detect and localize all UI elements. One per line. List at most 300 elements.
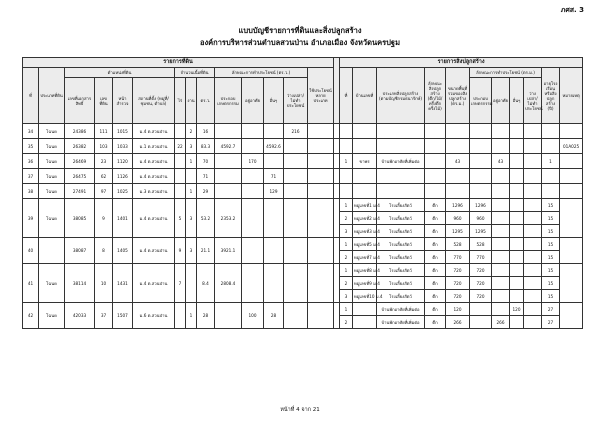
b-vacant-cell	[524, 199, 542, 212]
doc-type-cell: โฉนด	[39, 264, 65, 303]
b-other-cell	[510, 139, 524, 154]
agriculture-cell: 3921.1	[215, 238, 242, 264]
b-residential-cell: 266	[492, 316, 510, 329]
b-type-cell: บ้านพักอาศัยที่เพิ่มต่อ	[377, 303, 425, 316]
b-vacant-cell	[524, 303, 542, 316]
b-other-cell	[510, 184, 524, 199]
structure-cell: ตึก	[425, 199, 446, 212]
b-no-cell: 3	[340, 290, 353, 303]
b-vacant-cell	[524, 238, 542, 251]
b-agriculture-cell: 1295	[470, 225, 492, 238]
b-residential-cell	[492, 225, 510, 238]
ngan-cell: 1	[186, 303, 197, 329]
b-agriculture-cell: 960	[470, 212, 492, 225]
b-agriculture-cell	[470, 316, 492, 329]
b-other-cell	[510, 264, 524, 277]
col-b-agriculture: ประกอบเกษตรกรรม	[470, 78, 492, 124]
doc-number-cell: 38085	[65, 199, 95, 238]
vacant-cell: 216	[284, 124, 308, 139]
b-residential-cell	[492, 184, 510, 199]
b-vacant-cell	[524, 264, 542, 277]
register-body	[23, 124, 583, 329]
vacant-cell	[284, 154, 308, 169]
house-no-cell	[353, 316, 377, 329]
doc-type-cell: โฉนด	[39, 199, 65, 238]
mixed-use-cell	[308, 169, 334, 184]
b-size-cell: 1295	[446, 225, 470, 238]
agriculture-cell: 4592.7	[215, 139, 242, 154]
structure-cell	[425, 184, 446, 199]
vacant-cell	[284, 184, 308, 199]
b-other-cell	[510, 225, 524, 238]
other-cell	[264, 124, 284, 139]
sq-wa-cell: 21.1	[197, 238, 215, 264]
house-no-cell: หมู่เลขที่7 ม.4	[353, 251, 377, 264]
b-type-cell: บ้านพักอาศัยที่เพิ่มต่อ	[377, 316, 425, 329]
b-agriculture-cell	[470, 184, 492, 199]
house-no-cell: หมู่เลขที่5 ม.4	[353, 238, 377, 251]
vacant-cell	[284, 264, 308, 303]
ngan-cell	[186, 264, 197, 303]
b-size-cell	[446, 124, 470, 139]
col-mixed-use: ใช้ประโยชน์หลายประเภท	[308, 68, 334, 124]
other-cell: 28	[264, 303, 284, 329]
b-no-cell: 2	[340, 316, 353, 329]
b-no-cell	[340, 124, 353, 139]
col-remark: หมายเหตุ	[560, 68, 583, 124]
b-no-cell: 3	[340, 225, 353, 238]
house-no-cell: ขาพร	[353, 154, 377, 169]
doc-number-cell: 27491	[65, 184, 95, 199]
structure-cell: ตึก	[425, 316, 446, 329]
remark-cell	[560, 199, 583, 238]
b-type-cell: โรงเลี้ยงสัตว์	[377, 277, 425, 290]
agriculture-cell	[215, 169, 242, 184]
col-parcel-no: เลขที่ดิน	[95, 78, 113, 124]
rai-cell	[175, 303, 186, 329]
structure-cell: ตึก	[425, 277, 446, 290]
age-cell: 27	[542, 303, 560, 316]
b-no-cell: 1	[340, 199, 353, 212]
doc-type-cell: โฉนด	[39, 124, 65, 139]
col-doc-number: เลขที่เอกสารสิทธิ์	[65, 78, 95, 124]
b-type-cell: โรงเลี้ยงสัตว์	[377, 238, 425, 251]
parcel-no-cell: 103	[95, 139, 113, 154]
col-b-other: อื่นๆ	[510, 78, 524, 124]
structure-cell: ตึก	[425, 212, 446, 225]
survey-page-cell: 1507	[113, 303, 133, 329]
document-title	[0, 25, 600, 49]
b-residential-cell	[492, 139, 510, 154]
doc-number-cell: 24386	[65, 124, 95, 139]
title-line-1: แบบบัญชีรายการที่ดินและสิ่งปลูกสร้าง	[238, 26, 362, 35]
remark-cell: 01A025	[560, 139, 583, 154]
col-survey-page: หน้าสำรวจ	[113, 78, 133, 124]
parcel-no-cell: 9	[95, 199, 113, 238]
structure-cell: ตึก	[425, 238, 446, 251]
ngan-cell: 1	[186, 184, 197, 199]
b-size-cell: 120	[446, 303, 470, 316]
parcel-no-cell: 111	[95, 124, 113, 139]
b-size-cell: 720	[446, 264, 470, 277]
b-size-cell: 720	[446, 277, 470, 290]
sq-wa-cell: 83.3	[197, 139, 215, 154]
vacant-cell	[284, 238, 308, 264]
mixed-use-cell	[308, 184, 334, 199]
survey-page-cell: 1405	[113, 238, 133, 264]
mixed-use-cell	[308, 199, 334, 238]
b-other-cell	[510, 290, 524, 303]
land-no-cell: 40	[23, 238, 39, 264]
b-vacant-cell	[524, 225, 542, 238]
b-no-cell	[340, 184, 353, 199]
age-cell: 1	[542, 154, 560, 169]
house-no-cell	[353, 139, 377, 154]
sq-wa-cell: 8.4	[197, 264, 215, 303]
agriculture-cell	[215, 124, 242, 139]
col-structure: ลักษณะสิ่งปลูกสร้าง (ตึก/ไม้/ครึ่งตึกครึ่งไม้)	[425, 68, 446, 124]
parcel-no-cell: 23	[95, 154, 113, 169]
b-other-cell	[510, 124, 524, 139]
residential-cell	[242, 169, 264, 184]
col-b-no: ที่	[340, 68, 353, 124]
b-other-cell	[510, 199, 524, 212]
b-type-cell: โรงเลี้ยงสัตว์	[377, 225, 425, 238]
age-cell: 15	[542, 290, 560, 303]
agriculture-cell: 2808.4	[215, 264, 242, 303]
b-agriculture-cell: 528	[470, 238, 492, 251]
residential-cell	[242, 139, 264, 154]
land-no-cell: 41	[23, 264, 39, 303]
b-size-cell: 770	[446, 251, 470, 264]
parcel-no-cell: 62	[95, 169, 113, 184]
agriculture-cell	[215, 184, 242, 199]
remark-cell	[560, 169, 583, 184]
b-type-cell: โรงเลี้ยงสัตว์	[377, 199, 425, 212]
b-no-cell: 1	[340, 303, 353, 316]
col-b-type: ประเภทสิ่งปลูกสร้าง (ตามบัญชีกรมธนารักษ์)	[377, 68, 425, 124]
table-row	[23, 238, 583, 251]
age-cell	[542, 169, 560, 184]
b-residential-cell	[492, 199, 510, 212]
house-no-cell: หมู่เลขที่8 ม.4	[353, 264, 377, 277]
col-other: อื่นๆ	[264, 78, 284, 124]
structure-cell: ตึก	[425, 303, 446, 316]
b-agriculture-cell: 720	[470, 290, 492, 303]
rai-cell: 22	[175, 139, 186, 154]
survey-page-cell: 1431	[113, 264, 133, 303]
b-type-cell	[377, 124, 425, 139]
age-cell: 15	[542, 238, 560, 251]
land-address-cell: ม.4 ต.สวนป่าน	[133, 264, 175, 303]
sq-wa-cell: 16	[197, 124, 215, 139]
land-address-cell: ม.4 ต.สวนป่าน	[133, 169, 175, 184]
col-doc-type: ประเภทที่ดิน	[39, 68, 65, 124]
b-vacant-cell	[524, 251, 542, 264]
residential-cell	[242, 238, 264, 264]
house-no-cell: หมู่เลขที่2 ม.4	[353, 212, 377, 225]
col-ngan: งาน	[186, 78, 197, 124]
doc-type-cell: โฉนด	[39, 154, 65, 169]
structure-cell: ตึก	[425, 264, 446, 277]
agriculture-cell	[215, 303, 242, 329]
remark-cell	[560, 124, 583, 139]
b-vacant-cell	[524, 277, 542, 290]
b-other-cell	[510, 316, 524, 329]
b-size-cell: 960	[446, 212, 470, 225]
doc-number-cell: 26475	[65, 169, 95, 184]
col-b-vacant: ว่างเปล่า/ไม่ทำประโยชน์	[524, 78, 542, 124]
b-no-cell: 1	[340, 238, 353, 251]
b-other-cell	[510, 277, 524, 290]
age-cell: 15	[542, 251, 560, 264]
b-vacant-cell	[524, 290, 542, 303]
sq-wa-cell: 29	[197, 184, 215, 199]
b-type-cell	[377, 169, 425, 184]
b-no-cell	[340, 139, 353, 154]
b-other-cell	[510, 169, 524, 184]
sq-wa-cell: 53.2	[197, 199, 215, 238]
b-residential-cell	[492, 290, 510, 303]
other-cell: 71	[264, 169, 284, 184]
col-sq-wa: ตร.ว.	[197, 78, 215, 124]
b-residential-cell	[492, 264, 510, 277]
sq-wa-cell: 71	[197, 169, 215, 184]
house-no-cell: หมู่เลขที่3 ม.4	[353, 225, 377, 238]
b-type-cell	[377, 139, 425, 154]
survey-page-cell: 1033	[113, 139, 133, 154]
b-size-cell: 720	[446, 290, 470, 303]
age-cell: 15	[542, 225, 560, 238]
structure-cell	[425, 169, 446, 184]
land-address-cell: ม.6 ต.สวนป่าน	[133, 303, 175, 329]
b-agriculture-cell	[470, 139, 492, 154]
age-cell	[542, 184, 560, 199]
b-no-cell: 2	[340, 212, 353, 225]
land-no-cell: 37	[23, 169, 39, 184]
mixed-use-cell	[308, 264, 334, 303]
b-agriculture-cell	[470, 169, 492, 184]
col-b-residential: อยู่อาศัย	[492, 78, 510, 124]
table-row	[23, 139, 583, 154]
house-no-cell: หมู่เลขที่9 ม.4	[353, 277, 377, 290]
b-type-cell: โรงเลี้ยงสัตว์	[377, 212, 425, 225]
b-no-cell: 2	[340, 251, 353, 264]
house-no-cell: หมู่เลขที่10 ม.4	[353, 290, 377, 303]
col-rai: ไร่	[175, 78, 186, 124]
age-cell: 15	[542, 199, 560, 212]
parcel-no-cell: 97	[95, 184, 113, 199]
residential-cell: 170	[242, 154, 264, 169]
mixed-use-cell	[308, 303, 334, 329]
col-age: อายุโรงเรือนหรือสิ่งปลูกสร้าง (ปี)	[542, 68, 560, 124]
residential-cell	[242, 124, 264, 139]
b-type-cell: โรงเลี้ยงสัตว์	[377, 264, 425, 277]
b-size-cell	[446, 139, 470, 154]
house-no-cell	[353, 124, 377, 139]
ngan-cell	[186, 169, 197, 184]
residential-cell	[242, 199, 264, 238]
b-agriculture-cell: 770	[470, 251, 492, 264]
other-cell	[264, 264, 284, 303]
vacant-cell	[284, 169, 308, 184]
land-no-cell: 35	[23, 139, 39, 154]
b-agriculture-cell	[470, 124, 492, 139]
house-no-cell	[353, 303, 377, 316]
remark-cell	[560, 184, 583, 199]
other-cell: 129	[264, 184, 284, 199]
b-vacant-cell	[524, 169, 542, 184]
land-no-cell: 42	[23, 303, 39, 329]
mixed-use-cell	[308, 139, 334, 154]
residential-cell: 100	[242, 303, 264, 329]
age-cell: 15	[542, 212, 560, 225]
land-no-cell: 39	[23, 199, 39, 238]
b-residential-cell	[492, 124, 510, 139]
land-address-cell: ม.4 ต.สวนป่าน	[133, 199, 175, 238]
col-land-address: สถานที่ตั้ง (หมู่ที่/ชุมชน, ตำบล)	[133, 78, 175, 124]
col-vacant: ว่างเปล่า/ไม่ทำประโยชน์	[284, 78, 308, 124]
table-row	[23, 199, 583, 212]
residential-cell	[242, 264, 264, 303]
b-other-cell	[510, 154, 524, 169]
property-register-table	[22, 57, 583, 329]
col-agriculture: ประกอบเกษตรกรรม	[215, 78, 242, 124]
sq-wa-cell: 28	[197, 303, 215, 329]
col-residential: อยู่อาศัย	[242, 78, 264, 124]
other-cell: 4592.6	[264, 139, 284, 154]
col-b-use: ลักษณะการทำประโยชน์ (ตร.ม.)	[470, 68, 542, 78]
b-size-cell: 1296	[446, 199, 470, 212]
house-no-cell	[353, 184, 377, 199]
doc-number-cell: 26469	[65, 154, 95, 169]
building-section-header: รายการสิ่งปลูกสร้าง	[340, 58, 583, 68]
structure-cell	[425, 154, 446, 169]
remark-cell	[560, 303, 583, 329]
ngan-cell: 3	[186, 139, 197, 154]
ngan-cell: 1	[186, 154, 197, 169]
survey-page-cell: 1126	[113, 169, 133, 184]
doc-type-cell: โฉนด	[39, 169, 65, 184]
age-cell: 15	[542, 264, 560, 277]
rai-cell: 9	[175, 238, 186, 264]
b-vacant-cell	[524, 139, 542, 154]
title-line-2: องค์การบริหารส่วนตำบลสวนป่าน อำเภอเมือง จังหวัดนครปฐม	[199, 38, 401, 47]
age-cell: 27	[542, 316, 560, 329]
table-row	[23, 303, 583, 316]
rai-cell	[175, 169, 186, 184]
col-b-size: ขนาดพื้นที่รวมของสิ่งปลูกสร้าง (ตร.ม.)	[446, 68, 470, 124]
parcel-no-cell: 37	[95, 303, 113, 329]
b-vacant-cell	[524, 154, 542, 169]
b-no-cell	[340, 169, 353, 184]
b-agriculture-cell: 720	[470, 277, 492, 290]
vacant-cell	[284, 303, 308, 329]
b-type-cell	[377, 184, 425, 199]
house-no-cell: หมู่เลขที่1 ม.4	[353, 199, 377, 212]
age-cell: 15	[542, 277, 560, 290]
table-row	[23, 184, 583, 199]
sq-wa-cell: 70	[197, 154, 215, 169]
mixed-use-cell	[308, 124, 334, 139]
b-size-cell	[446, 184, 470, 199]
b-residential-cell	[492, 251, 510, 264]
b-no-cell: 1	[340, 264, 353, 277]
doc-number-cell: 42033	[65, 303, 95, 329]
vacant-cell	[284, 139, 308, 154]
remark-cell	[560, 238, 583, 264]
vacant-cell	[284, 199, 308, 238]
col-land-area: จำนวนเนื้อที่ดิน	[175, 68, 215, 78]
rai-cell	[175, 154, 186, 169]
structure-cell: ตึก	[425, 290, 446, 303]
land-address-cell: ม.4 ต.สวนป่าน	[133, 154, 175, 169]
land-address-cell: ม.4 ต.สวนป่าน	[133, 238, 175, 264]
ngan-cell: 2	[186, 124, 197, 139]
mixed-use-cell	[308, 238, 334, 264]
table-row	[23, 124, 583, 139]
land-address-cell: ม.3 ต.สวนป่าน	[133, 184, 175, 199]
age-cell	[542, 124, 560, 139]
doc-number-cell: 38087	[65, 238, 95, 264]
table-row	[23, 169, 583, 184]
house-no-cell	[353, 169, 377, 184]
residential-cell	[242, 184, 264, 199]
b-size-cell: 266	[446, 316, 470, 329]
b-residential-cell	[492, 238, 510, 251]
b-other-cell	[510, 238, 524, 251]
col-land-location: ตำแหน่งที่ดิน	[65, 68, 175, 78]
rai-cell: 7	[175, 264, 186, 303]
b-other-cell	[510, 251, 524, 264]
b-agriculture-cell	[470, 154, 492, 169]
structure-cell	[425, 139, 446, 154]
other-cell	[264, 154, 284, 169]
form-code: ภศส. 3	[560, 6, 584, 14]
b-agriculture-cell: 720	[470, 264, 492, 277]
doc-type-cell: โฉนด	[39, 184, 65, 199]
land-address-cell: ม.1 ต.สวนป่าน	[133, 139, 175, 154]
agriculture-cell: 2353.2	[215, 199, 242, 238]
doc-type-cell: โฉนด	[39, 139, 65, 154]
other-cell	[264, 238, 284, 264]
b-type-cell: โรงเลี้ยงสัตว์	[377, 290, 425, 303]
b-other-cell: 120	[510, 303, 524, 316]
b-type-cell: บ้านพักอาศัยที่เพิ่มต่อ	[377, 154, 425, 169]
land-address-cell: ม.4 ต.สวนป่าน	[133, 124, 175, 139]
b-agriculture-cell	[470, 303, 492, 316]
survey-page-cell: 1401	[113, 199, 133, 238]
age-cell	[542, 139, 560, 154]
doc-type-cell: โฉนด	[39, 303, 65, 329]
survey-page-cell: 1015	[113, 124, 133, 139]
rai-cell	[175, 124, 186, 139]
survey-page-cell: 1120	[113, 154, 133, 169]
b-no-cell: 2	[340, 277, 353, 290]
rai-cell	[175, 184, 186, 199]
land-no-cell: 38	[23, 184, 39, 199]
parcel-no-cell: 10	[95, 264, 113, 303]
remark-cell	[560, 154, 583, 169]
b-agriculture-cell: 1296	[470, 199, 492, 212]
b-vacant-cell	[524, 184, 542, 199]
b-size-cell: 43	[446, 154, 470, 169]
land-no-cell: 34	[23, 124, 39, 139]
mixed-use-cell	[308, 154, 334, 169]
parcel-no-cell: 8	[95, 238, 113, 264]
col-no: ที่	[23, 68, 39, 124]
b-vacant-cell	[524, 316, 542, 329]
